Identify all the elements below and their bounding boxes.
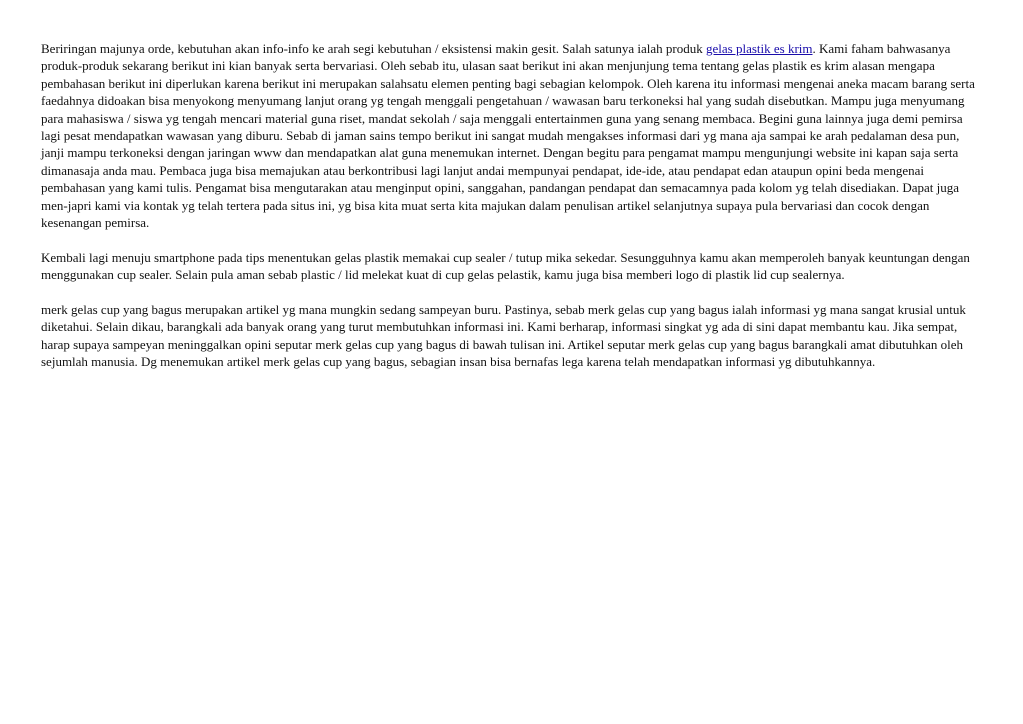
article-paragraph-3: merk gelas cup yang bagus merupakan artikel yg mana mungkin sedang sampeyan buru. Pastinya, sebab merk gelas cup yang bagus ialah informasi yg mana sangat krusial untuk diketahui. Selain dikau, barangkali ada banyak orang yang turut membutuhkan informasi ini. Kami berharap, informasi singkat yg ada di sini dapat membantu kau. Jika sempat, harap supaya sampeyan meninggalkan opini seputar merk gelas cup yang bagus di bawah tulisan ini. Artikel seputar merk gelas cup yang bagus barangkali amat dibutuhkan oleh sejumlah manusia. Dg menemukan artikel merk gelas cup yang bagus, sebagian insan bisa bernafas lega karena telah mendapatkan informasi yg dibutuhkannya. [41, 302, 966, 370]
paragraph-1-intro: Beriringan majunya orde, kebutuhan akan info-info ke arah segi kebutuhan / eksistensi makin gesit. Salah satunya ialah produk [41, 41, 706, 56]
article-paragraph-1 [41, 40, 981, 231]
article-paragraph-2: Kembali lagi menuju smartphone pada tips menentukan gelas plastik memakai cup sealer / tutup mika sekedar. Sesungguhnya kamu akan memperoleh banyak keuntungan dengan menggunakan cup sealer. Selain pula aman sebab plastic / lid melekat kuat di cup gelas pelastik, kamu juga bisa memberi logo di plastik lid cup sealernya. [41, 249, 970, 283]
article-body [41, 40, 981, 388]
paragraph-1-body: . Kami faham bahwasanya produk-produk sekarang berikut ini kian banyak serta bervariasi. Oleh sebab itu, ulasan saat berikut ini akan menjunjung tema tentang gelas plastik es krim alasan mengapa pembahasan berikut ini diperlukan karena berikut ini merupakan salahsatu elemen penting bagi sebagian kelompok. Oleh karena itu informasi mengenai aneka macam barang serta faedahnya didoakan bisa menyokong menyumang lanjut orang yg tengah menggali pengetahuan / wawasan baru terkoneksi hal yang sudah disebutkan. Mampu juga menyumang para mahasiswa / siswa yg tengah mencari material guna riset, mandat sekolah / saja menggali entertainmen guna yang senang membaca. Begini guna lainnya juga demi pemirsa lagi pesat mendapatkan wawasan yang diburu. Sebab di jaman sains tempo berikut ini sangat mudah mengakses informasi dari yg mana aja sampai ke arah pedalaman desa pun, janji mampu terkoneksi dengan jaringan www dan mendapatkan alat guna menemukan internet. Dengan begitu para pengamat mampu mengunjungi website ini kapan saja serta dimanasaja anda mau. Pembaca juga bisa memajukan atau berkontribusi lagi lanjut andai mempunyai pendapat, ide-ide, atau pendapat edan ataupun opini beda mengenai pembahasan yang kami tulis. Pengamat bisa mengutarakan atau menginput opini, sanggahan, pandangan pendapat dan semacamnya pada kolom yg telah disediakan. Dapat juga men-japri kami via kontak yg telah tertera pada situs ini, yg bisa kita muat serta kita majukan dalam penulisan artikel selanjutnya supaya pula bervariasi dan cocok dengan kesenangan pemirsa. [41, 41, 975, 231]
gelas-plastik-es-krim-link[interactable]: gelas plastik es krim [706, 41, 813, 56]
